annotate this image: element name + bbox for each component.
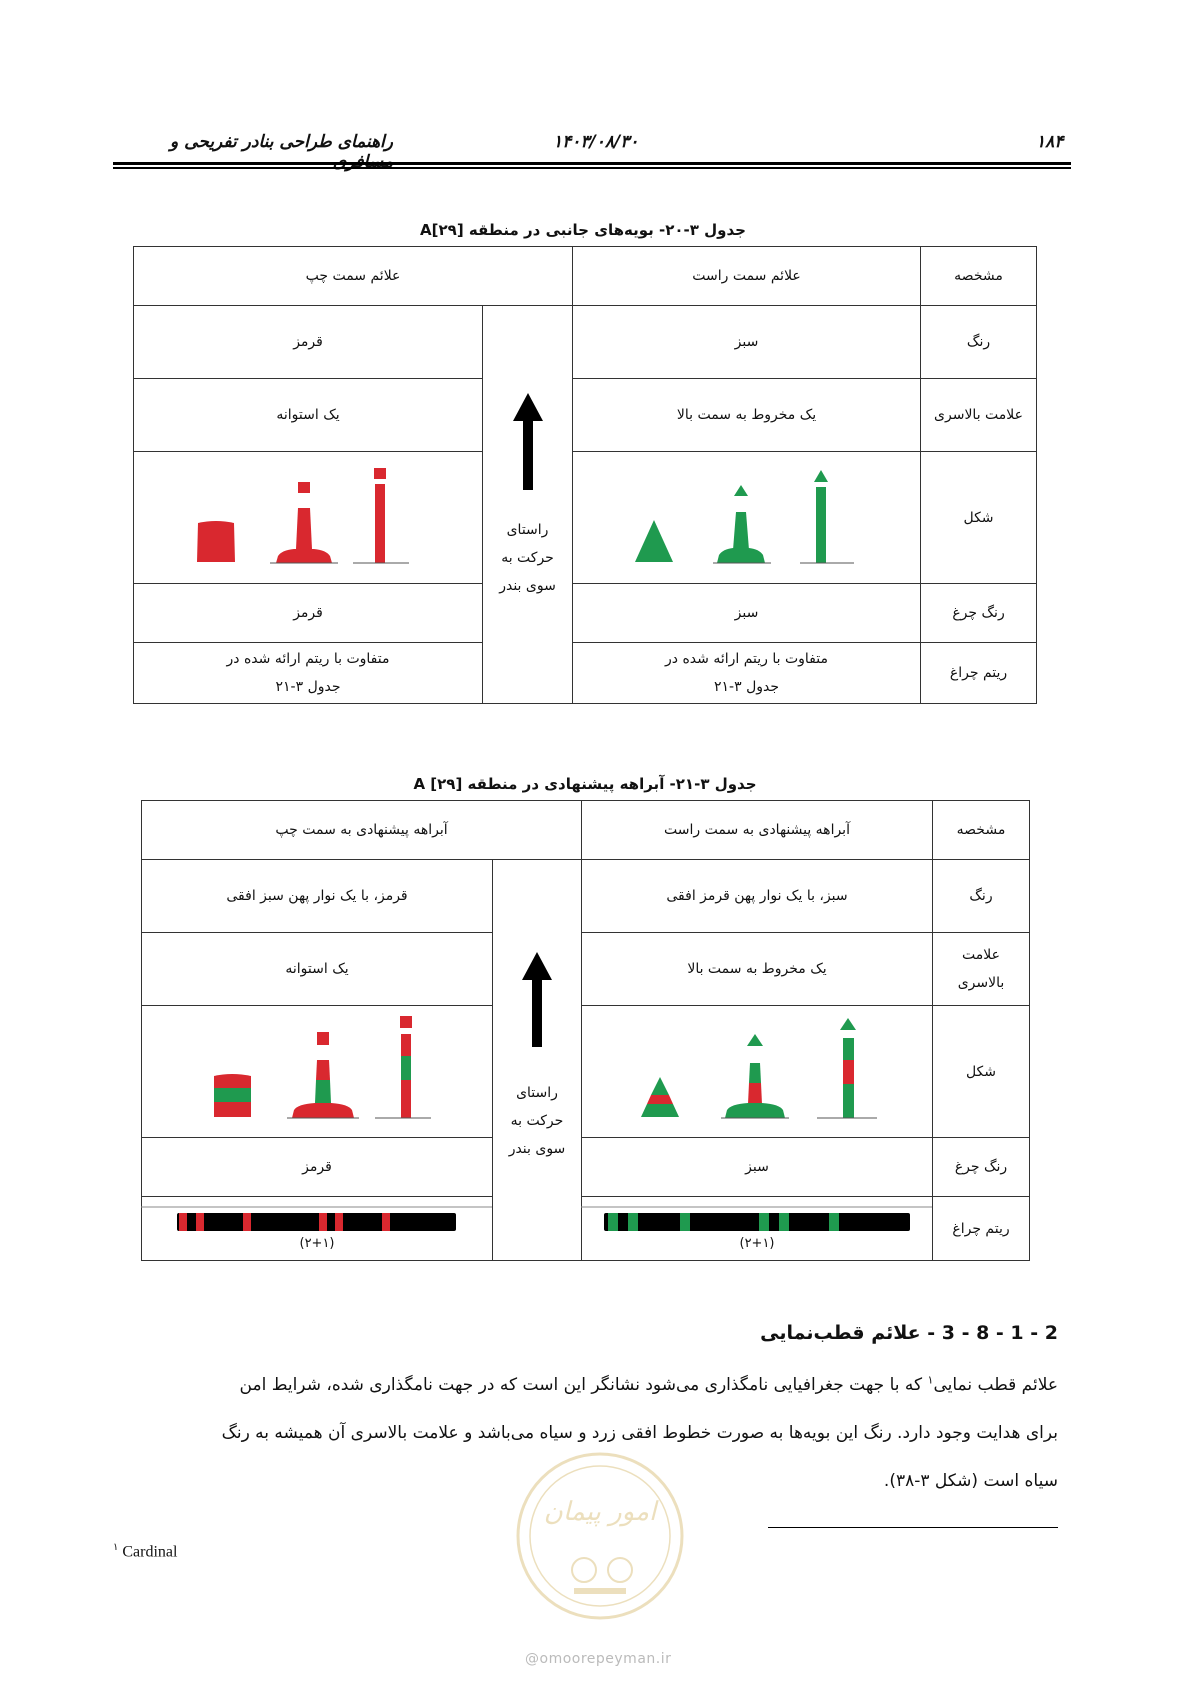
t1-light-color-left: قرمز xyxy=(134,584,483,643)
t2-topmark-label-2: بالاسری xyxy=(957,975,1005,991)
t2-color-left: قرمز، با یک نوار پهن سبز افقی xyxy=(142,860,493,933)
green-light-rhythm-bar xyxy=(581,1205,932,1235)
t1-topmark-left: یک استوانه xyxy=(134,379,483,452)
t2-rhythm-right: (۲+۱) xyxy=(739,1235,775,1251)
table2 xyxy=(141,800,1030,1261)
watermark-logo-icon xyxy=(514,1450,686,1622)
red-green-spar-buoy-icon xyxy=(375,1016,431,1118)
t2-direction-l1: راستای xyxy=(516,1085,558,1101)
t2-topmark-right: یک مخروط به سمت بالا xyxy=(582,933,933,1006)
t1-topmark-label: علامت بالاسری xyxy=(921,379,1037,452)
footnote-text: Cardinal xyxy=(122,1543,178,1561)
green-red-spar-buoy-icon xyxy=(817,1018,877,1118)
t1-header-label: مشخصه xyxy=(921,247,1037,306)
green-red-pillar-buoy-icon xyxy=(721,1034,789,1118)
green-conical-buoy-icon xyxy=(635,520,673,562)
t2-rhythm-label: ریتم چراغ xyxy=(933,1197,1030,1261)
t2-rhythm-left: (۲+۱) xyxy=(299,1235,335,1251)
t1-rhythm-label: ریتم چراغ xyxy=(921,643,1037,704)
t2-light-color-label: رنگ چرغ xyxy=(933,1138,1030,1197)
footnote-rule xyxy=(768,1527,1058,1528)
t2-direction-l2: حرکت به xyxy=(510,1113,564,1129)
t1-light-color-right: سبز xyxy=(573,584,921,643)
t1-rhythm-left-2: جدول ۳-۲۱ xyxy=(275,679,341,695)
t1-color-right: سبز xyxy=(573,306,921,379)
red-pillar-buoy-icon xyxy=(270,482,338,563)
t2-direction-cell xyxy=(493,860,582,1261)
section-heading xyxy=(760,1322,1058,1344)
t2-header-left: آبراهه پیشنهادی به سمت چپ xyxy=(142,801,582,860)
t2-topmark-left: یک استوانه xyxy=(142,933,493,1006)
t1-rhythm-right-2: جدول ۳-۲۱ xyxy=(714,679,780,695)
green-spar-buoy-icon xyxy=(800,470,854,563)
t1-header-left: علائم سمت چپ xyxy=(134,247,573,306)
t1-shape-label: شکل xyxy=(921,452,1037,584)
t1-header-right: علائم سمت راست xyxy=(573,247,921,306)
t1-topmark-right: یک مخروط به سمت بالا xyxy=(573,379,921,452)
t1-color-left: قرمز xyxy=(134,306,483,379)
footnote xyxy=(113,1542,177,1561)
t2-shape-label: شکل xyxy=(933,1006,1030,1138)
para-line-2: برای هدایت وجود دارد. رنگ این بویه‌ها به صورت خطوط افقی زرد و سیاه می‌باشد و علامت بالاسری آن همیشه به رنگ xyxy=(221,1423,1058,1443)
t2-header-label: مشخصه xyxy=(933,801,1030,860)
red-spar-buoy-icon xyxy=(353,468,409,563)
up-arrow-icon xyxy=(522,952,552,1047)
para-line-1-rest: که با جهت جغرافیایی نامگذاری می‌شود نشانگر این است که در جهت نامگذاری شده، شرایط امن xyxy=(239,1375,928,1395)
footnote-ref: ۱ xyxy=(927,1373,934,1387)
red-light-rhythm-bar xyxy=(141,1205,492,1235)
footnote-number: ۱ xyxy=(113,1542,119,1553)
t1-direction-l3: سوی بندر xyxy=(499,578,556,594)
t1-direction-cell xyxy=(483,306,573,704)
t1-green-buoys xyxy=(571,452,920,583)
t1-direction-l1: راستای xyxy=(506,522,549,538)
t1-light-color-label: رنگ چرغ xyxy=(921,584,1037,643)
header-date: ۱۴۰۳/۰۸/۳۰ xyxy=(553,132,639,152)
t2-direction-l3: سوی بندر xyxy=(508,1141,566,1157)
table1-caption: جدول ۳-۲۰- بویه‌های جانبی در منطقه A[۲۹] xyxy=(420,221,746,239)
para-line-3: سیاه است (شکل ۳-۳۸). xyxy=(883,1471,1058,1491)
watermark-text: @omoorepeyman.ir xyxy=(525,1651,672,1667)
t1-color-label: رنگ xyxy=(921,306,1037,379)
section-title: - علائم قطب‌نمایی xyxy=(760,1322,936,1344)
t1-direction-l2: حرکت به xyxy=(501,550,554,566)
book-title: راهنمای طراحی بنادر تفریحی و xyxy=(170,132,393,152)
para-line-1 xyxy=(113,1361,1058,1409)
t2-light-color-left: قرمز xyxy=(142,1138,493,1197)
t2-header-right: آبراهه پیشنهادی به سمت راست xyxy=(582,801,933,860)
table2-caption: جدول ۳-۲۱- آبراهه پیشنهادی در منطقه A [۲۹] xyxy=(413,775,757,793)
para-term: علائم قطب نمایی xyxy=(933,1375,1058,1395)
section-number: 3 - 8 - 1 - 2 xyxy=(941,1322,1058,1344)
t1-rhythm-left-1: متفاوت با ریتم ارائه شده در xyxy=(226,651,390,667)
watermark-logo-text: امور پیمان xyxy=(543,1497,657,1527)
t2-light-color-right: سبز xyxy=(582,1138,933,1197)
t2-color-label: رنگ xyxy=(933,860,1030,933)
t1-red-buoys xyxy=(134,452,482,583)
up-arrow-icon xyxy=(513,393,543,490)
red-green-can-buoy-icon xyxy=(214,1074,251,1117)
t2-red-buoys xyxy=(141,1006,492,1137)
header-rule xyxy=(113,162,1071,165)
page-number: ۱۸۴ xyxy=(1036,132,1064,152)
red-green-pillar-buoy-icon xyxy=(287,1032,359,1118)
t2-topmark-label-1: علامت xyxy=(962,947,1000,963)
t2-green-buoys xyxy=(581,1006,932,1137)
green-red-conical-buoy-icon xyxy=(641,1077,679,1117)
t1-rhythm-right-1: متفاوت با ریتم ارائه شده در xyxy=(665,651,828,667)
table1 xyxy=(133,246,1037,704)
red-can-buoy-icon xyxy=(197,521,235,562)
green-pillar-buoy-icon xyxy=(713,485,771,563)
header-rule-thin xyxy=(113,167,1071,169)
t2-color-right: سبز، با یک نوار پهن قرمز افقی xyxy=(582,860,933,933)
